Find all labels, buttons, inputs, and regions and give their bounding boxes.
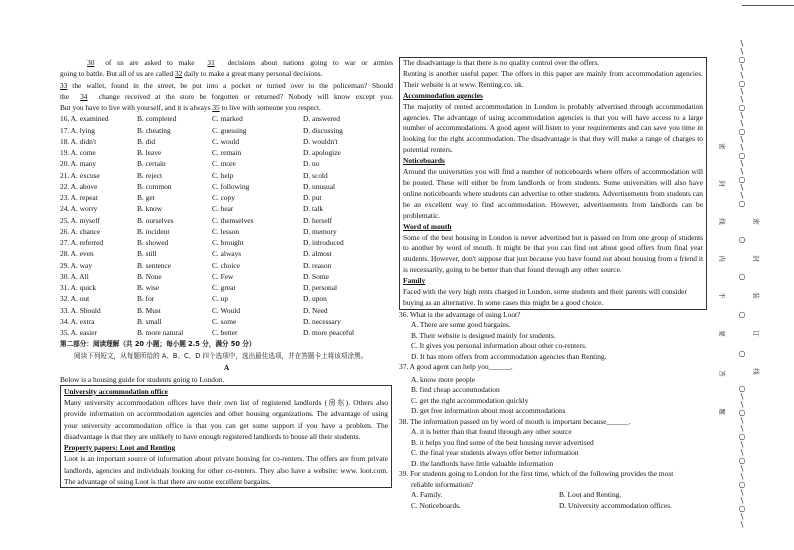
option-row [60,147,393,158]
section-heading: Noticeboards [403,156,445,166]
dash-mark-icon: \ [740,71,744,80]
circle-mark-icon: ○ [738,55,746,64]
dash-mark-icon: \ [740,143,744,152]
cloze-line: But you have to live with yourself, and it is always 35 to live with someone you respect. [60,103,321,112]
section-text: Renting is another useful paper. The offers in this paper are mainly from accommodation agencies. Their website is at www. Renting.co. uk. [403,68,703,89]
dash-mark-icon: \ [740,191,744,200]
option[interactable]: 17. A. lying [60,125,95,135]
margin-char: 线 [751,368,760,375]
option-row [60,170,393,181]
option-row [60,226,393,237]
option[interactable]: D. wouldn't [303,136,338,146]
option-row [60,158,393,169]
margin-char: 装 [751,292,760,299]
option-row [60,316,393,327]
housing-guide-box-left [60,385,392,488]
option[interactable]: D. Need [303,305,328,315]
margin-char: 要 [717,330,726,337]
option[interactable]: 21. A. excuse [60,170,100,180]
option[interactable]: B. it helps you find some of the best housing never advertised [411,437,594,447]
top-rule [742,5,794,6]
circle-mark-icon: ○ [738,432,746,441]
circle-mark-icon: ○ [738,272,746,281]
option[interactable]: D. the landlords have little valuable information [411,458,554,468]
option[interactable]: 35. A. easier [60,328,97,337]
question-39: 39. For students going to London for the first time, which of the following provides the most reliable information? A. Family. B. Loot and Renting. C. Noticeboards. D. University accommodation offices. [399,469,674,510]
margin-char: 答 [717,370,726,377]
option[interactable]: 33. A. Should [60,305,101,315]
option[interactable]: D. no [303,159,320,169]
option[interactable]: C. Few [212,271,234,281]
section-title: 第二部分：阅读理解（共 20 小题；每小题 2.5 分，满分 50 分） [60,340,256,349]
circle-mark-icon: ○ [738,235,746,244]
option-row [60,282,393,293]
margin-char: 密 [717,143,726,150]
option[interactable]: B. leave [137,148,162,157]
section-text: The majority of rented accommodation in London is probably advertised through accommodation agencies. The advantage of using accommodation agencies is that you will have access to a large number of accommodations. A good agent will listen to your requirements and can save you time in looking for the right accommodation. The disadvantage is that they will make a range of charges to potential renters. [403,101,703,155]
option-row [60,305,393,316]
dash-mark-icon: \ [740,95,744,104]
option[interactable]: 16. A. examined [60,114,109,124]
option[interactable]: C. remain [212,148,242,157]
option-row [60,192,393,203]
dash-mark-icon: \ [740,424,744,433]
option[interactable]: B. showed [137,238,169,247]
option[interactable]: B. completed [137,114,177,124]
option[interactable]: D. put [303,193,322,202]
option[interactable]: 18. A. didn't [60,136,97,146]
question-37: 37. A good agent can help you______. A. know more people B. find cheap accommodation C. get the right accommodation quickly D. get free information about most accommodations [399,362,707,417]
dash-mark-icon: \ [740,520,744,529]
option[interactable]: B. know [137,204,163,214]
circle-mark-icon: ○ [738,127,746,136]
dash-mark-icon: \ [740,488,744,497]
option[interactable]: C. always [212,249,242,259]
dash-mark-icon: \ [740,440,744,449]
option[interactable]: D. scold [303,170,328,180]
option[interactable]: D. memory [303,226,337,236]
option[interactable]: B. for [137,294,155,304]
dash-mark-icon: \ [740,119,744,128]
option[interactable]: C. copy [212,193,235,202]
cloze-line: going to battle. But all of us are called 32 daily to make a great many personal decisions. [60,69,323,79]
option[interactable]: C. guessing [212,125,247,135]
option[interactable]: C. Noticeboards. [411,500,461,510]
cloze-line: 30 of us are asked to make 31 decisions about nations going to war or armies [87,58,394,67]
option[interactable]: 29. A. way [60,260,93,270]
option[interactable]: C. hear [212,204,234,214]
option[interactable]: D. talk [303,204,324,214]
dash-mark-icon: \ [740,167,744,176]
left-column [60,57,393,488]
option[interactable]: D. more peaceful [303,328,355,337]
option[interactable]: D. unusual [303,181,336,191]
option[interactable]: C. great [212,283,236,292]
option[interactable]: B. Loot and Renting. [559,490,622,500]
margin-char: 题 [717,408,726,415]
dash-mark-icon: \ [740,183,744,192]
margin-char: 线 [717,218,726,225]
dash-mark-icon: \ [740,512,744,521]
option[interactable]: B. incident [137,226,170,236]
option-row [60,260,393,271]
option[interactable]: C. better [212,328,238,337]
option[interactable]: A. it is better than that found through any other source [411,427,572,437]
option-row [60,203,393,214]
option[interactable]: D. answered [303,114,340,124]
margin-char: 订 [751,330,760,337]
cloze-line: the 34 change received at the store be forgotten or returned? Nobody will know except you. [60,91,393,101]
dash-mark-icon: \ [740,87,744,96]
option[interactable]: B. None [137,271,162,281]
option[interactable]: D. get free information about most accommodations [411,406,566,416]
section-heading: Accommodation agencies [403,90,483,100]
section-heading: University accommodation office [64,386,168,396]
option[interactable]: B. get [137,193,155,202]
section-text: Loot is an important source of information about private housing for co-renters. The offers are from private landlords, agencies and individuals looking for other co-renters. They also have a website: www. loot.com. The advantage of using Loot is that there are some excellent bargains. [64,454,388,486]
option[interactable]: C. brought [212,238,244,247]
option[interactable]: 22. A. above [60,181,98,191]
margin-char: 内 [717,255,726,262]
option[interactable]: C. up [212,294,229,304]
circle-mark-icon: ○ [738,151,746,160]
circle-mark-icon: ○ [738,79,746,88]
section-text: Some of the best housing in London is never advertised but is passed on from one group of students to another by word of mouth. It might be that you can find out about good offers from final year students. However, don't suppose that just because you have found out about housing from a friend it is necessarily, going to be better than that found through any other source. [403,232,703,275]
option-row [60,293,393,304]
dash-mark-icon: \ [740,448,744,457]
cloze-passage [60,57,393,113]
dash-mark-icon: \ [740,416,744,425]
option[interactable]: B. find cheap accommodation [411,385,500,395]
section-heading: Word of mouth [403,221,452,231]
option[interactable]: D. upon [303,294,327,304]
option[interactable]: B. ourselves [137,215,174,225]
circle-mark-icon: ○ [738,175,746,184]
margin-char: 不 [717,292,726,299]
option[interactable]: C. themselves [212,215,254,225]
dash-mark-icon: \ [740,159,744,168]
option[interactable]: D. discussing [303,125,343,135]
option-row [60,125,393,136]
dash-mark-icon: \ [740,400,744,409]
option[interactable]: B. reject [137,170,163,180]
option-row [60,113,393,124]
dash-mark-icon: \ [740,464,744,473]
option[interactable]: B. still [137,249,157,259]
option[interactable]: B. small [137,316,162,326]
option[interactable]: 26. A. chance [60,226,101,236]
circle-mark-icon: ○ [738,310,746,319]
option[interactable]: C. more [212,159,236,169]
option[interactable]: 31. A. quick [60,283,97,292]
option[interactable]: D. almost [303,249,332,259]
option[interactable]: D. personal [303,283,338,292]
option[interactable]: B. more natural [137,328,184,337]
dash-mark-icon: \ [740,496,744,505]
circle-mark-icon: ○ [738,199,746,208]
option[interactable]: 24. A. worry [60,204,98,214]
option[interactable]: C. marked [212,114,243,124]
circle-mark-icon: ○ [738,456,746,465]
option[interactable]: B. Their website is designed mainly for students. [411,330,556,340]
passage-label: A [223,363,230,373]
option[interactable]: C. help [212,170,234,180]
option[interactable]: 23. A. repeat [60,193,98,202]
circle-mark-icon: ○ [738,408,746,417]
circle-mark-icon: ○ [738,480,746,489]
option[interactable]: B. wise [137,283,160,292]
dash-mark-icon: \ [740,392,744,401]
option[interactable]: 34. A. extra [60,316,95,326]
dash-mark-icon: \ [740,111,744,120]
cloze-line: 33 the wallet, found in the street, be put into a pocket or turned over to the policeman? Should [60,80,393,90]
dash-mark-icon: \ [740,47,744,56]
section-text: Faced with the very high rents charged in London, some students and their parents will consider buying as an alternative. In some cases this might be a good choice. [403,287,687,307]
option[interactable]: C. the final year students always offer better information [411,448,579,458]
option[interactable]: 32. A. out [60,294,90,304]
option-row [60,327,393,338]
option-row [60,181,393,192]
option[interactable]: D. herself [303,215,333,225]
option[interactable]: D. University accommodation offices. [559,500,672,510]
option-row [60,271,393,282]
section-heading: Family [403,276,426,286]
option-row [60,215,393,226]
option[interactable]: C. get the right accommodation quickly [411,395,529,405]
option[interactable]: D. It has more offers from accommodation agencies than Renting. [411,351,607,361]
question-36: 36. What is the advantage of using Loot? A. There are some good bargains. B. Their website is designed mainly for students. C. It gives you personal information about other co-renters. D. It has more offers from accommodation agencies than Renting. [399,310,707,363]
option[interactable]: D. apologize [303,148,341,157]
dash-mark-icon: \ [740,63,744,72]
option[interactable]: A. Family. [411,490,443,500]
questions [399,310,707,512]
option[interactable]: A. know more people [411,374,476,384]
option-row [60,136,393,147]
instructions: 阅读下列短文，从每题所给的 A、B、C、D 四个选项中，选出最佳选项，并在答题卡上将该项涂黑。 [74,352,368,361]
dash-mark-icon: \ [740,39,744,48]
option[interactable]: B. certain [137,159,166,169]
option[interactable]: B. did [137,136,156,146]
option[interactable]: C. some [212,316,237,326]
dash-mark-icon: \ [740,472,744,481]
cloze-options [60,113,393,338]
option[interactable]: C. following [212,181,250,191]
option[interactable]: D. introduced [303,238,344,247]
option[interactable]: 30. A. All [60,271,89,281]
option[interactable]: D. reason [303,260,332,270]
margin-char: 封 [717,180,726,187]
option[interactable]: C. would [212,136,240,146]
option[interactable]: D. necessary [303,316,341,326]
option[interactable]: 19. A. come [60,148,96,157]
question-38: 38. The information passed on by word of mouth is important because______. A. it is better than that found through any other source B. it helps you find some of the best housing never advertised C. the final year students always offer better information D. the landlords have little valuable information [399,417,707,470]
housing-guide-box-right [399,57,707,310]
option[interactable]: A. There are some good bargains. [411,320,511,330]
option[interactable]: D. Some [303,271,329,281]
option-row [60,248,393,259]
right-column [399,57,707,511]
option[interactable]: C. lesson [212,226,240,236]
option[interactable]: 20. A. many [60,159,97,169]
option[interactable]: B. cheating [137,125,171,135]
margin-char: 密 [751,218,760,225]
section-heading: Property papers: Loot and Renting [64,443,176,452]
option[interactable]: 25. A. myself [60,215,100,225]
option[interactable]: 27. A. referred [60,238,104,247]
option-row [60,237,393,248]
circle-mark-icon: ○ [738,103,746,112]
circle-mark-icon: ○ [738,384,746,393]
option[interactable]: C. choice [212,260,240,270]
passage-intro: Below is a housing guide for students going to London. [60,374,225,384]
margin-char: 封 [751,255,760,262]
option[interactable]: 28. A. even [60,249,94,259]
option[interactable]: B. sentence [137,260,172,270]
section-text: Around the universities you will find a number of noticeboards where offers of accommodation will be posted. These will either be from landlords or from students. Some universities will also have online noticeboards where students can advertise to other students. Advertisements from students can be an excellent way to find accommodation. However, advertisements from landlords can be problematic. [403,167,703,220]
option[interactable]: C. It gives you personal information about other co-renters. [411,341,587,351]
circle-mark-icon: ○ [738,504,746,513]
option[interactable]: C. Would [212,305,241,315]
option[interactable]: B. Must [137,305,161,315]
section-text: Many university accommodation offices have their own list of registered landlords (房东). Others also provide information on accommodation agencies and other housing organizations. The advantage of using your university accommodation office is that you can get some support if you have a problem. The disadvantage is that they are unlikely to have enough registered landlords to house all their students. [64,398,388,441]
dash-mark-icon: \ [740,135,744,144]
section-text: The disadvantage is that there is no quality control over the offers. [403,58,600,67]
option[interactable]: B. common [137,181,172,191]
circle-mark-icon: ○ [738,349,746,358]
